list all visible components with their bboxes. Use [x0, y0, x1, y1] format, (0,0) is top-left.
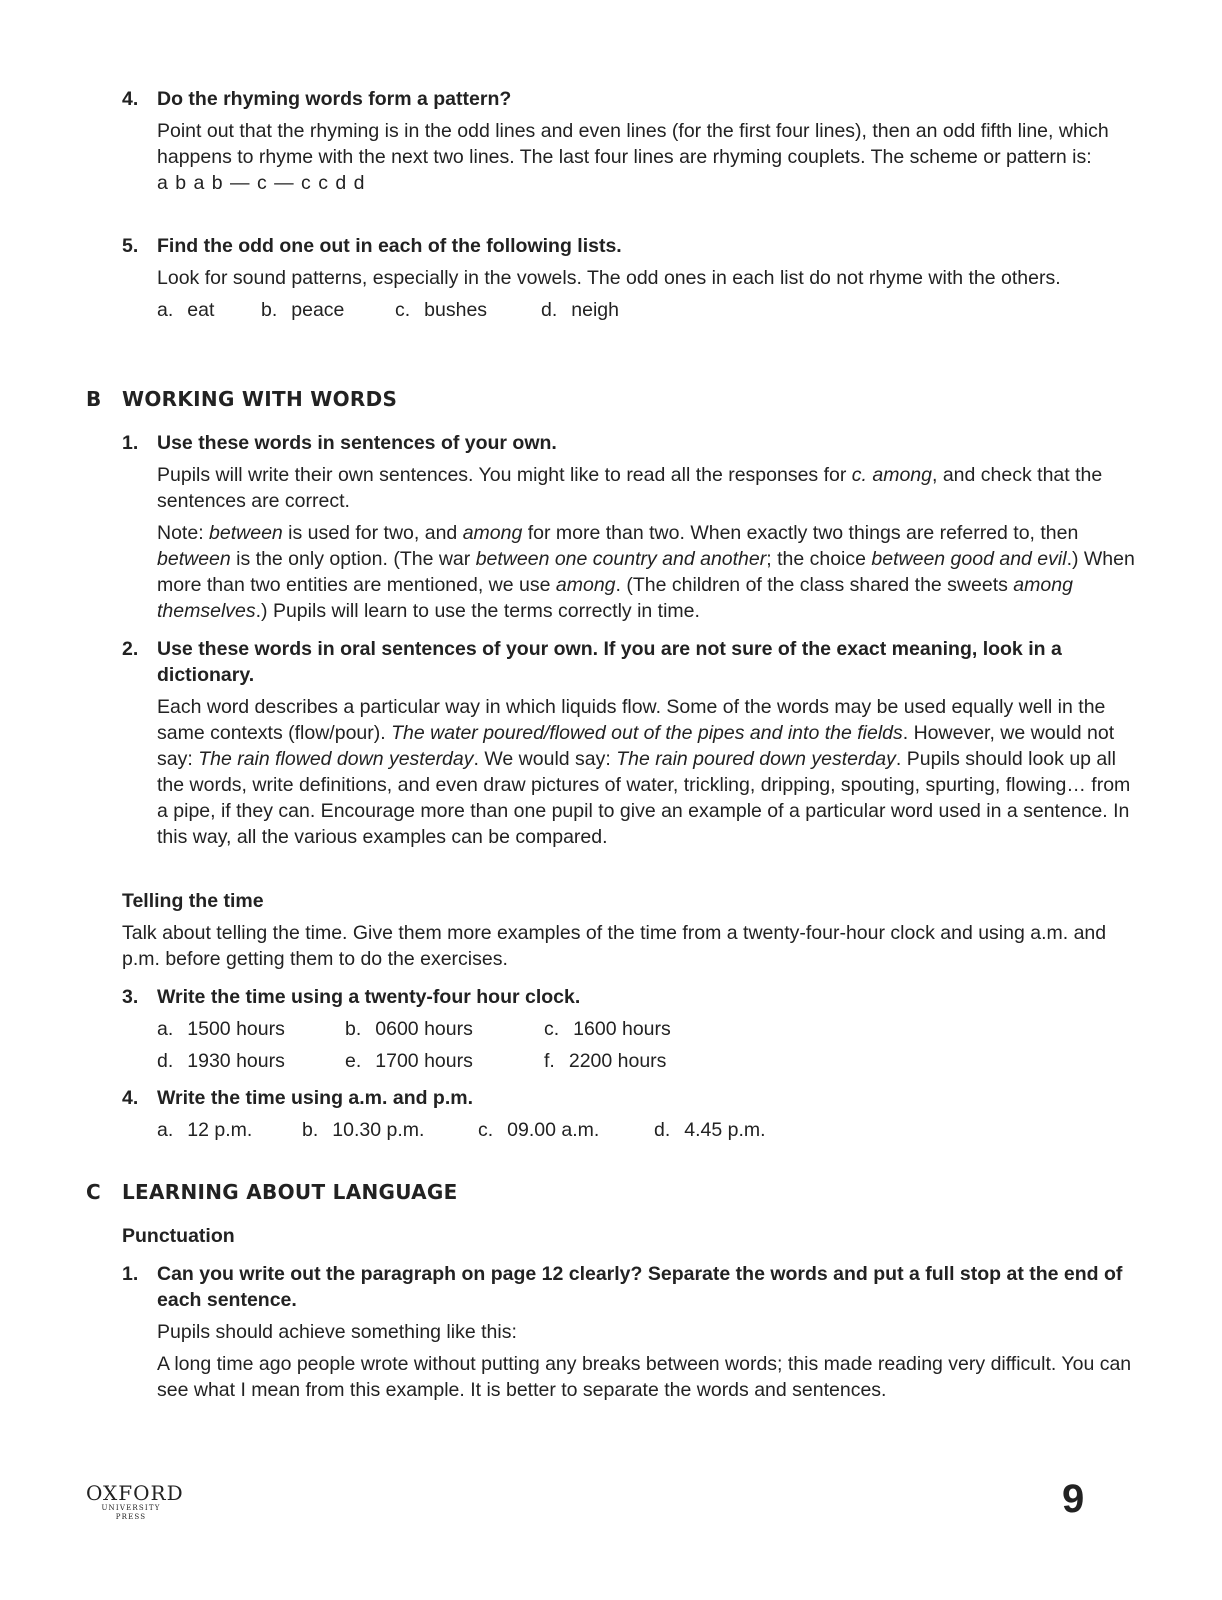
answer-item: c. 09.00 a.m. [478, 1119, 600, 1141]
answer-item: d. 4.45 p.m. [654, 1119, 766, 1141]
answer-item: e. 1700 hours [345, 1050, 473, 1072]
answer-item: a. 12 p.m. [157, 1119, 253, 1141]
answer-item: c. 1600 hours [544, 1018, 671, 1040]
subheading-punctuation: Punctuation [122, 1225, 235, 1247]
answer-row [157, 1016, 1142, 1042]
question-title: Use these words in oral sentences of your own. If you are not sure of the exact meaning, look in a dictionary. [157, 638, 1062, 686]
question-title: Write the time using a twenty-four hour clock. [157, 986, 581, 1008]
text-run: Note: [157, 522, 210, 544]
answer-item: a. eat [157, 299, 215, 321]
answer-paragraph: Point out that the rhyming is in the odd lines and even lines (for the first four lines), then an odd fifth line, which happens to rhyme with the next two lines. The last four lines are rhyming couplets. The scheme or pattern is: [157, 120, 1109, 168]
answer-item: c. bushes [395, 299, 488, 321]
italic-text: among [462, 522, 523, 544]
question-5 [122, 233, 1142, 323]
italic-text: between one country and another [475, 548, 767, 570]
answer-item: b. 10.30 p.m. [302, 1119, 425, 1141]
answer-item: d. neigh [541, 299, 619, 321]
question-b3 [122, 984, 1142, 1074]
text-run: ; the choice [766, 548, 872, 570]
question-b4 [122, 1085, 1142, 1143]
question-b1 [122, 430, 1142, 624]
example-paragraph: A long time ago people wrote without putting any breaks between words; this made reading very difficult. You can see what I mean from this example. It is better to separate the words and sentences. [157, 1353, 1132, 1401]
italic-text: between [157, 548, 231, 570]
italic-text: among [555, 574, 616, 596]
answer-list [157, 297, 1142, 323]
text-run: . However, we would not say: [157, 722, 1115, 770]
text-run: is used for two, and [282, 522, 463, 544]
italic-text: between [209, 522, 283, 544]
text-run: . (The children of the class shared the sweets [615, 574, 1014, 596]
italic-text: The water poured/flowed out of the pipes and into the fields [391, 722, 903, 744]
answer-item: a. 1500 hours [157, 1018, 285, 1040]
answer-paragraph [157, 694, 1142, 850]
section-heading-c: C LEARNING ABOUT LANGUAGE [86, 1180, 458, 1204]
question-number: 4. [122, 88, 139, 110]
text-run: .) Pupils will learn to use the terms correctly in time. [255, 600, 700, 622]
question-title: Can you write out the paragraph on page 12 clearly? Separate the words and put a full stop at the end of each sentence. [157, 1263, 1123, 1311]
answer-item: f. 2200 hours [544, 1050, 667, 1072]
answer-paragraph: Pupils should achieve something like this: [157, 1321, 517, 1343]
italic-text: The rain flowed down yesterday [198, 748, 474, 770]
answer-paragraph: Look for sound patterns, especially in the vowels. The odd ones in each list do not rhyme with the others. [157, 267, 1061, 289]
question-c1 [122, 1261, 1142, 1403]
rhyme-scheme: a b a b — c — c c d d [157, 172, 366, 194]
question-number: 5. [122, 235, 139, 257]
question-number: 1. [122, 432, 139, 454]
question-number: 1. [122, 1263, 139, 1285]
note-paragraph [157, 520, 1142, 624]
oxford-logo: OXFORD UNIVERSITY PRESS [86, 1481, 184, 1521]
question-4 [122, 86, 1142, 196]
text-run: . Pupils should look up all the words, write definitions, and even draw pictures of water, trickling, dripping, spouting, spurting, flowing… from a pipe, if they can. Encourage more than one pupil to give an example of a particular word used in a sentence. In this way, all the various examples can be compared. [157, 748, 1131, 848]
page-number: 9 [1062, 1477, 1085, 1521]
answer-paragraph: Pupils will write their own sentences. You might like to read all the responses for c. among, and check that the sentences are correct. [157, 464, 1103, 512]
question-title: Do the rhyming words form a pattern? [157, 88, 512, 110]
text-run: .) When more than two entities are mentioned, we use [157, 548, 1135, 596]
question-title: Use these words in sentences of your own. [157, 432, 557, 454]
answer-list [157, 1117, 1142, 1143]
question-number: 3. [122, 986, 139, 1008]
italic-text: between good and evil [871, 548, 1067, 570]
text-run: . We would say: [473, 748, 617, 770]
answer-item: b. 0600 hours [345, 1018, 473, 1040]
answer-row [157, 1048, 1142, 1074]
telling-time-paragraph: Talk about telling the time. Give them more examples of the time from a twenty-four-hour clock and using a.m. and p.m. before getting them to do the exercises. [122, 922, 1107, 970]
text-run: Each word describes a particular way in which liquids flow. Some of the words may be used equally well in the same contexts (flow/pour). [157, 696, 1106, 744]
question-title: Write the time using a.m. and p.m. [157, 1087, 474, 1109]
question-number: 2. [122, 638, 139, 660]
italic-text: The rain poured down yesterday [616, 748, 896, 770]
text-run: for more than two. When exactly two things are referred to, then [522, 522, 1079, 544]
question-title: Find the odd one out in each of the following lists. [157, 235, 622, 257]
text-run: is the only option. (The war [230, 548, 476, 570]
italic-text: among themselves [157, 574, 1073, 622]
question-number: 4. [122, 1087, 139, 1109]
answer-item: d. 1930 hours [157, 1050, 285, 1072]
answer-item: b. peace [261, 299, 345, 321]
subheading-telling-time: Telling the time [122, 890, 264, 912]
question-b2 [122, 636, 1142, 850]
section-heading-b: B WORKING WITH WORDS [86, 387, 398, 411]
